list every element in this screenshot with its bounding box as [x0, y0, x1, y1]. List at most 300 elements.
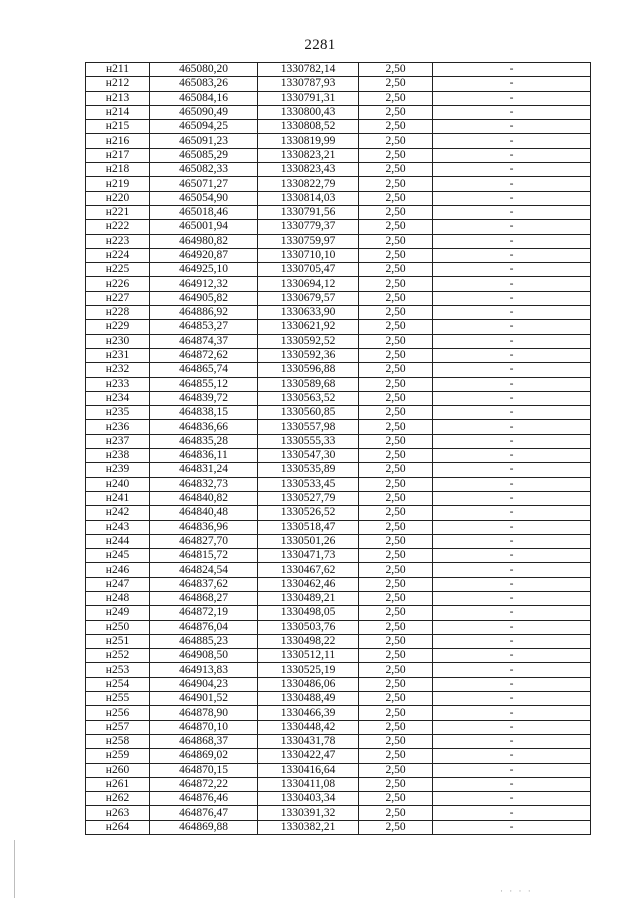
note-cell: - — [433, 320, 591, 334]
note-cell: - — [433, 720, 591, 734]
x-coordinate-cell: 464836,66 — [150, 420, 258, 434]
table-row — [86, 792, 591, 806]
y-coordinate-cell: 1330467,62 — [258, 563, 359, 577]
x-coordinate-cell: 464865,74 — [150, 363, 258, 377]
tolerance-cell: 2,50 — [359, 205, 433, 219]
note-cell: - — [433, 434, 591, 448]
tolerance-cell: 2,50 — [359, 334, 433, 348]
tolerance-cell: 2,50 — [359, 434, 433, 448]
x-coordinate-cell: 464870,10 — [150, 720, 258, 734]
y-coordinate-cell: 1330779,37 — [258, 220, 359, 234]
tolerance-cell: 2,50 — [359, 620, 433, 634]
table-row — [86, 163, 591, 177]
tolerance-cell: 2,50 — [359, 420, 433, 434]
table-row — [86, 205, 591, 219]
point-id-cell: н239 — [86, 463, 150, 477]
point-id-cell: н228 — [86, 306, 150, 320]
x-coordinate-cell: 464925,10 — [150, 263, 258, 277]
point-id-cell: н260 — [86, 763, 150, 777]
y-coordinate-cell: 1330518,47 — [258, 520, 359, 534]
tolerance-cell: 2,50 — [359, 463, 433, 477]
x-coordinate-cell: 464838,15 — [150, 406, 258, 420]
note-cell: - — [433, 549, 591, 563]
tolerance-cell: 2,50 — [359, 449, 433, 463]
x-coordinate-cell: 464869,88 — [150, 820, 258, 834]
y-coordinate-cell: 1330391,32 — [258, 806, 359, 820]
y-coordinate-cell: 1330560,85 — [258, 406, 359, 420]
x-coordinate-cell: 464824,54 — [150, 563, 258, 577]
point-id-cell: н223 — [86, 234, 150, 248]
note-cell: - — [433, 205, 591, 219]
table-row — [86, 248, 591, 262]
tolerance-cell: 2,50 — [359, 191, 433, 205]
point-id-cell: н254 — [86, 677, 150, 691]
note-cell: - — [433, 363, 591, 377]
tolerance-cell: 2,50 — [359, 563, 433, 577]
y-coordinate-cell: 1330823,21 — [258, 148, 359, 162]
tolerance-cell: 2,50 — [359, 677, 433, 691]
note-cell: - — [433, 591, 591, 605]
footer-marks: · · · · — [500, 886, 533, 896]
y-coordinate-cell: 1330710,10 — [258, 248, 359, 262]
x-coordinate-cell: 464869,02 — [150, 749, 258, 763]
tolerance-cell: 2,50 — [359, 348, 433, 362]
tolerance-cell: 2,50 — [359, 606, 433, 620]
point-id-cell: н229 — [86, 320, 150, 334]
table-row — [86, 277, 591, 291]
note-cell: - — [433, 377, 591, 391]
y-coordinate-cell: 1330488,49 — [258, 692, 359, 706]
x-coordinate-cell: 465090,49 — [150, 105, 258, 119]
x-coordinate-cell: 464836,96 — [150, 520, 258, 534]
note-cell: - — [433, 420, 591, 434]
tolerance-cell: 2,50 — [359, 649, 433, 663]
x-coordinate-cell: 464874,37 — [150, 334, 258, 348]
x-coordinate-cell: 464837,62 — [150, 577, 258, 591]
y-coordinate-cell: 1330489,21 — [258, 591, 359, 605]
x-coordinate-cell: 464878,90 — [150, 706, 258, 720]
y-coordinate-cell: 1330592,36 — [258, 348, 359, 362]
point-id-cell: н259 — [86, 749, 150, 763]
point-id-cell: н244 — [86, 534, 150, 548]
x-coordinate-cell: 465080,20 — [150, 63, 258, 77]
y-coordinate-cell: 1330525,19 — [258, 663, 359, 677]
x-coordinate-cell: 464836,11 — [150, 449, 258, 463]
note-cell: - — [433, 134, 591, 148]
table-row — [86, 434, 591, 448]
tolerance-cell: 2,50 — [359, 220, 433, 234]
note-cell: - — [433, 191, 591, 205]
tolerance-cell: 2,50 — [359, 163, 433, 177]
point-id-cell: н237 — [86, 434, 150, 448]
note-cell: - — [433, 163, 591, 177]
tolerance-cell: 2,50 — [359, 320, 433, 334]
x-coordinate-cell: 464815,72 — [150, 549, 258, 563]
note-cell: - — [433, 348, 591, 362]
x-coordinate-cell: 464905,82 — [150, 291, 258, 305]
coordinates-table — [85, 62, 591, 835]
point-id-cell: н236 — [86, 420, 150, 434]
table-row — [86, 649, 591, 663]
y-coordinate-cell: 1330819,99 — [258, 134, 359, 148]
table-row — [86, 706, 591, 720]
x-coordinate-cell: 464840,82 — [150, 491, 258, 505]
note-cell: - — [433, 520, 591, 534]
x-coordinate-cell: 464868,27 — [150, 591, 258, 605]
x-coordinate-cell: 465085,29 — [150, 148, 258, 162]
table-row — [86, 77, 591, 91]
x-coordinate-cell: 464868,37 — [150, 734, 258, 748]
table-row — [86, 134, 591, 148]
point-id-cell: н220 — [86, 191, 150, 205]
note-cell: - — [433, 334, 591, 348]
table-row — [86, 120, 591, 134]
note-cell: - — [433, 291, 591, 305]
tolerance-cell: 2,50 — [359, 134, 433, 148]
table-row — [86, 220, 591, 234]
tolerance-cell: 2,50 — [359, 734, 433, 748]
tolerance-cell: 2,50 — [359, 777, 433, 791]
tolerance-cell: 2,50 — [359, 591, 433, 605]
x-coordinate-cell: 464831,24 — [150, 463, 258, 477]
tolerance-cell: 2,50 — [359, 763, 433, 777]
y-coordinate-cell: 1330512,11 — [258, 649, 359, 663]
y-coordinate-cell: 1330791,56 — [258, 205, 359, 219]
x-coordinate-cell: 465082,33 — [150, 163, 258, 177]
tolerance-cell: 2,50 — [359, 91, 433, 105]
table-row — [86, 234, 591, 248]
y-coordinate-cell: 1330526,52 — [258, 506, 359, 520]
tolerance-cell: 2,50 — [359, 749, 433, 763]
note-cell: - — [433, 534, 591, 548]
note-cell: - — [433, 749, 591, 763]
point-id-cell: н257 — [86, 720, 150, 734]
x-coordinate-cell: 464839,72 — [150, 391, 258, 405]
table-row — [86, 763, 591, 777]
y-coordinate-cell: 1330498,05 — [258, 606, 359, 620]
point-id-cell: н213 — [86, 91, 150, 105]
tolerance-cell: 2,50 — [359, 177, 433, 191]
tolerance-cell: 2,50 — [359, 549, 433, 563]
table-row — [86, 191, 591, 205]
point-id-cell: н246 — [86, 563, 150, 577]
point-id-cell: н255 — [86, 692, 150, 706]
y-coordinate-cell: 1330547,30 — [258, 449, 359, 463]
x-coordinate-cell: 465001,94 — [150, 220, 258, 234]
point-id-cell: н235 — [86, 406, 150, 420]
x-coordinate-cell: 464901,52 — [150, 692, 258, 706]
tolerance-cell: 2,50 — [359, 491, 433, 505]
x-coordinate-cell: 465071,27 — [150, 177, 258, 191]
table-row — [86, 306, 591, 320]
y-coordinate-cell: 1330486,06 — [258, 677, 359, 691]
y-coordinate-cell: 1330498,22 — [258, 634, 359, 648]
x-coordinate-cell: 465094,25 — [150, 120, 258, 134]
tolerance-cell: 2,50 — [359, 148, 433, 162]
table-row — [86, 491, 591, 505]
tolerance-cell: 2,50 — [359, 291, 433, 305]
point-id-cell: н252 — [86, 649, 150, 663]
note-cell: - — [433, 777, 591, 791]
point-id-cell: н249 — [86, 606, 150, 620]
page-number: 2281 — [304, 37, 336, 53]
point-id-cell: н233 — [86, 377, 150, 391]
y-coordinate-cell: 1330448,42 — [258, 720, 359, 734]
note-cell: - — [433, 120, 591, 134]
y-coordinate-cell: 1330557,98 — [258, 420, 359, 434]
note-cell: - — [433, 649, 591, 663]
point-id-cell: н217 — [86, 148, 150, 162]
table-row — [86, 663, 591, 677]
y-coordinate-cell: 1330555,33 — [258, 434, 359, 448]
x-coordinate-cell: 464872,19 — [150, 606, 258, 620]
x-coordinate-cell: 464876,47 — [150, 806, 258, 820]
note-cell: - — [433, 105, 591, 119]
table-row — [86, 563, 591, 577]
coordinates-table-body — [86, 63, 591, 835]
x-coordinate-cell: 464827,70 — [150, 534, 258, 548]
x-coordinate-cell: 464904,23 — [150, 677, 258, 691]
x-coordinate-cell: 465091,23 — [150, 134, 258, 148]
tolerance-cell: 2,50 — [359, 263, 433, 277]
point-id-cell: н242 — [86, 506, 150, 520]
note-cell: - — [433, 606, 591, 620]
y-coordinate-cell: 1330471,73 — [258, 549, 359, 563]
table-row — [86, 749, 591, 763]
tolerance-cell: 2,50 — [359, 577, 433, 591]
y-coordinate-cell: 1330592,52 — [258, 334, 359, 348]
point-id-cell: н211 — [86, 63, 150, 77]
table-row — [86, 734, 591, 748]
tolerance-cell: 2,50 — [359, 706, 433, 720]
y-coordinate-cell: 1330589,68 — [258, 377, 359, 391]
y-coordinate-cell: 1330787,93 — [258, 77, 359, 91]
point-id-cell: н212 — [86, 77, 150, 91]
tolerance-cell: 2,50 — [359, 534, 433, 548]
table-row — [86, 806, 591, 820]
note-cell: - — [433, 677, 591, 691]
table-row — [86, 391, 591, 405]
x-coordinate-cell: 465084,16 — [150, 91, 258, 105]
point-id-cell: н243 — [86, 520, 150, 534]
table-row — [86, 620, 591, 634]
tolerance-cell: 2,50 — [359, 692, 433, 706]
x-coordinate-cell: 465054,90 — [150, 191, 258, 205]
note-cell: - — [433, 449, 591, 463]
x-coordinate-cell: 464855,12 — [150, 377, 258, 391]
y-coordinate-cell: 1330814,03 — [258, 191, 359, 205]
y-coordinate-cell: 1330808,52 — [258, 120, 359, 134]
tolerance-cell: 2,50 — [359, 306, 433, 320]
note-cell: - — [433, 706, 591, 720]
table-row — [86, 363, 591, 377]
point-id-cell: н232 — [86, 363, 150, 377]
x-coordinate-cell: 464908,50 — [150, 649, 258, 663]
x-coordinate-cell: 464885,23 — [150, 634, 258, 648]
tolerance-cell: 2,50 — [359, 277, 433, 291]
point-id-cell: н215 — [86, 120, 150, 134]
table-row — [86, 777, 591, 791]
table-row — [86, 449, 591, 463]
x-coordinate-cell: 464872,62 — [150, 348, 258, 362]
note-cell: - — [433, 463, 591, 477]
note-cell: - — [433, 477, 591, 491]
point-id-cell: н240 — [86, 477, 150, 491]
note-cell: - — [433, 77, 591, 91]
point-id-cell: н241 — [86, 491, 150, 505]
tolerance-cell: 2,50 — [359, 406, 433, 420]
table-row — [86, 263, 591, 277]
note-cell: - — [433, 663, 591, 677]
point-id-cell: н250 — [86, 620, 150, 634]
y-coordinate-cell: 1330633,90 — [258, 306, 359, 320]
point-id-cell: н227 — [86, 291, 150, 305]
table-row — [86, 720, 591, 734]
table-row — [86, 634, 591, 648]
table-row — [86, 63, 591, 77]
tolerance-cell: 2,50 — [359, 77, 433, 91]
table-row — [86, 177, 591, 191]
note-cell: - — [433, 91, 591, 105]
x-coordinate-cell: 464840,48 — [150, 506, 258, 520]
table-row — [86, 677, 591, 691]
table-row — [86, 334, 591, 348]
y-coordinate-cell: 1330411,08 — [258, 777, 359, 791]
tolerance-cell: 2,50 — [359, 248, 433, 262]
point-id-cell: н245 — [86, 549, 150, 563]
point-id-cell: н218 — [86, 163, 150, 177]
y-coordinate-cell: 1330759,97 — [258, 234, 359, 248]
table-row — [86, 420, 591, 434]
y-coordinate-cell: 1330791,31 — [258, 91, 359, 105]
point-id-cell: н230 — [86, 334, 150, 348]
note-cell: - — [433, 506, 591, 520]
note-cell: - — [433, 148, 591, 162]
y-coordinate-cell: 1330822,79 — [258, 177, 359, 191]
point-id-cell: н264 — [86, 820, 150, 834]
note-cell: - — [433, 563, 591, 577]
point-id-cell: н238 — [86, 449, 150, 463]
note-cell: - — [433, 634, 591, 648]
point-id-cell: н253 — [86, 663, 150, 677]
note-cell: - — [433, 406, 591, 420]
tolerance-cell: 2,50 — [359, 363, 433, 377]
table-row — [86, 348, 591, 362]
x-coordinate-cell: 464980,82 — [150, 234, 258, 248]
tolerance-cell: 2,50 — [359, 820, 433, 834]
y-coordinate-cell: 1330533,45 — [258, 477, 359, 491]
point-id-cell: н262 — [86, 792, 150, 806]
note-cell: - — [433, 734, 591, 748]
note-cell: - — [433, 306, 591, 320]
note-cell: - — [433, 220, 591, 234]
y-coordinate-cell: 1330466,39 — [258, 706, 359, 720]
tolerance-cell: 2,50 — [359, 663, 433, 677]
x-coordinate-cell: 464870,15 — [150, 763, 258, 777]
note-cell: - — [433, 806, 591, 820]
note-cell: - — [433, 763, 591, 777]
x-coordinate-cell: 464886,92 — [150, 306, 258, 320]
point-id-cell: н214 — [86, 105, 150, 119]
table-row — [86, 520, 591, 534]
tolerance-cell: 2,50 — [359, 634, 433, 648]
y-coordinate-cell: 1330422,47 — [258, 749, 359, 763]
x-coordinate-cell: 464913,83 — [150, 663, 258, 677]
x-coordinate-cell: 464832,73 — [150, 477, 258, 491]
note-cell: - — [433, 63, 591, 77]
y-coordinate-cell: 1330782,14 — [258, 63, 359, 77]
point-id-cell: н256 — [86, 706, 150, 720]
point-id-cell: н251 — [86, 634, 150, 648]
y-coordinate-cell: 1330694,12 — [258, 277, 359, 291]
point-id-cell: н224 — [86, 248, 150, 262]
point-id-cell: н219 — [86, 177, 150, 191]
y-coordinate-cell: 1330503,76 — [258, 620, 359, 634]
note-cell: - — [433, 248, 591, 262]
tolerance-cell: 2,50 — [359, 792, 433, 806]
note-cell: - — [433, 491, 591, 505]
x-coordinate-cell: 464853,27 — [150, 320, 258, 334]
note-cell: - — [433, 577, 591, 591]
tolerance-cell: 2,50 — [359, 506, 433, 520]
scan-margin-line — [14, 840, 15, 898]
point-id-cell: н226 — [86, 277, 150, 291]
y-coordinate-cell: 1330823,43 — [258, 163, 359, 177]
x-coordinate-cell: 464912,32 — [150, 277, 258, 291]
x-coordinate-cell: 464876,46 — [150, 792, 258, 806]
point-id-cell: н261 — [86, 777, 150, 791]
note-cell: - — [433, 692, 591, 706]
x-coordinate-cell: 464876,04 — [150, 620, 258, 634]
y-coordinate-cell: 1330462,46 — [258, 577, 359, 591]
point-id-cell: н216 — [86, 134, 150, 148]
point-id-cell: н225 — [86, 263, 150, 277]
table-row — [86, 577, 591, 591]
table-row — [86, 549, 591, 563]
y-coordinate-cell: 1330679,57 — [258, 291, 359, 305]
point-id-cell: н234 — [86, 391, 150, 405]
y-coordinate-cell: 1330621,92 — [258, 320, 359, 334]
table-row — [86, 291, 591, 305]
table-row — [86, 606, 591, 620]
tolerance-cell: 2,50 — [359, 720, 433, 734]
table-row — [86, 377, 591, 391]
tolerance-cell: 2,50 — [359, 377, 433, 391]
tolerance-cell: 2,50 — [359, 105, 433, 119]
note-cell: - — [433, 792, 591, 806]
x-coordinate-cell: 464835,28 — [150, 434, 258, 448]
x-coordinate-cell: 464872,22 — [150, 777, 258, 791]
tolerance-cell: 2,50 — [359, 63, 433, 77]
table-row — [86, 463, 591, 477]
y-coordinate-cell: 1330596,88 — [258, 363, 359, 377]
point-id-cell: н231 — [86, 348, 150, 362]
y-coordinate-cell: 1330403,34 — [258, 792, 359, 806]
note-cell: - — [433, 263, 591, 277]
table-row — [86, 91, 591, 105]
table-row — [86, 477, 591, 491]
table-row — [86, 148, 591, 162]
table-row — [86, 105, 591, 119]
note-cell: - — [433, 177, 591, 191]
y-coordinate-cell: 1330431,78 — [258, 734, 359, 748]
tolerance-cell: 2,50 — [359, 477, 433, 491]
y-coordinate-cell: 1330527,79 — [258, 491, 359, 505]
tolerance-cell: 2,50 — [359, 234, 433, 248]
table-row — [86, 506, 591, 520]
table-row — [86, 534, 591, 548]
point-id-cell: н247 — [86, 577, 150, 591]
